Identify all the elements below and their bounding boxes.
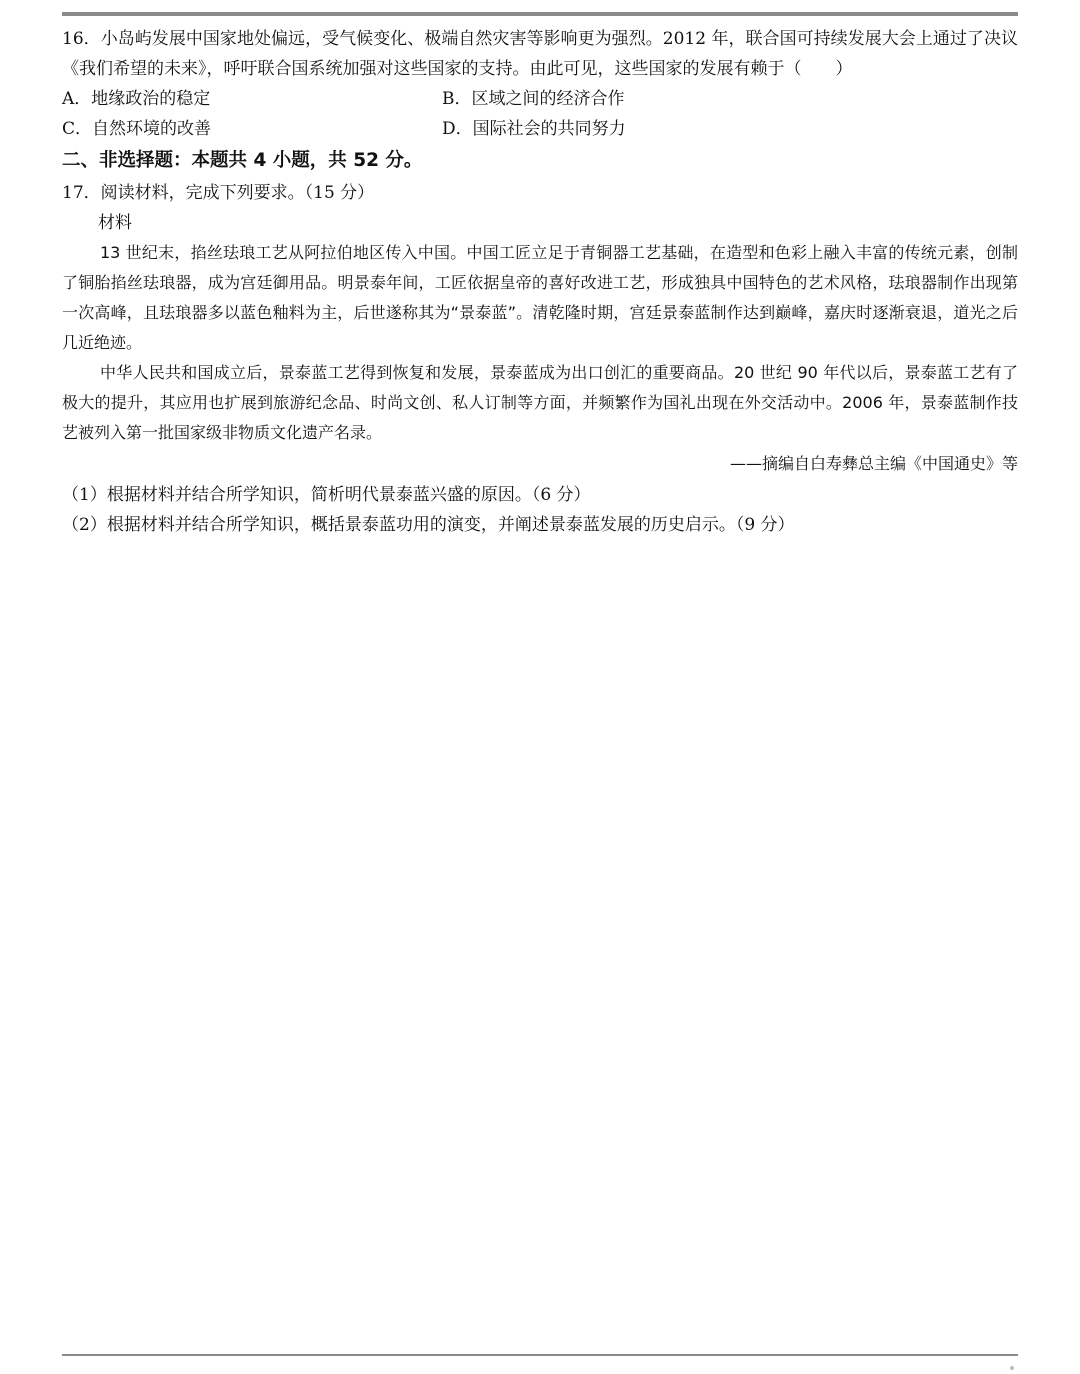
subquestion-2: （2）根据材料并结合所学知识，概括景泰蓝功用的演变，并阐述景泰蓝发展的历史启示。（9 分）	[62, 515, 795, 535]
material-source: ——摘编自白寿彝总主编《中国通史》等	[729, 454, 1018, 473]
footer-rule	[62, 1354, 1018, 1356]
section-title: 二、非选择题：本题共 4 小题，共 52 分。	[62, 150, 423, 171]
question-17-head: 17．阅读材料，完成下列要求。（15 分）	[62, 183, 375, 203]
material-label: 材料	[98, 213, 132, 233]
option-b: B．区域之间的经济合作	[442, 89, 625, 109]
question-16-options	[62, 84, 1018, 144]
material-paragraph-2: 中华人民共和国成立后，景泰蓝工艺得到恢复和发展，景泰蓝成为出口创汇的重要商品。20 世纪 90 年代以后，景泰蓝工艺有了极大的提升，其应用也扩展到旅游纪念品、时尚文创、私人订制等方面，并频繁作为国礼出现在外交活动中。2006 年，景泰蓝制作技艺被列入第一批国家级非物质文化遗产名录。	[62, 363, 1018, 442]
exam-page-content	[62, 24, 1018, 540]
option-c: C．自然环境的改善	[62, 119, 212, 139]
page-dot	[1010, 1366, 1014, 1370]
question-16-stem: 16．小岛屿发展中国家地处偏远，受气候变化、极端自然灾害等影响更为强烈。2012 年，联合国可持续发展大会上通过了决议《我们希望的未来》，呼吁联合国系统加强对这些国家的支持。由此可见，这些国家的发展有赖于（ ）	[62, 29, 1018, 79]
material-paragraph-1: 13 世纪末，掐丝珐琅工艺从阿拉伯地区传入中国。中国工匠立足于青铜器工艺基础，在造型和色彩上融入丰富的传统元素，创制了铜胎掐丝珐琅器，成为宫廷御用品。明景泰年间，工匠依据皇帝的喜好改进工艺，形成独具中国特色的艺术风格，珐琅器制作出现第一次高峰，且珐琅器多以蓝色釉料为主，后世遂称其为“景泰蓝”。清乾隆时期，宫廷景泰蓝制作达到巅峰，嘉庆时逐渐衰退，道光之后几近绝迹。	[62, 243, 1018, 352]
option-d: D．国际社会的共同努力	[442, 119, 626, 139]
option-a: A．地缘政治的稳定	[62, 89, 211, 109]
header-rule	[62, 12, 1018, 16]
subquestion-1: （1）根据材料并结合所学知识，简析明代景泰蓝兴盛的原因。（6 分）	[62, 485, 591, 505]
